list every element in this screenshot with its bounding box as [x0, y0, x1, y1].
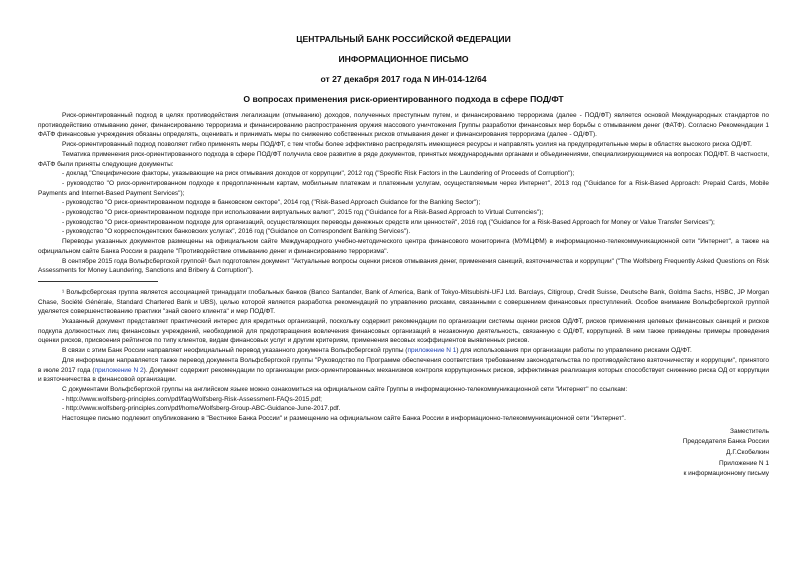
- url-2: - http://www.wolfsberg-principles.com/pdf/home/Wolfsberg-Group-ABC-Guidance-June-2017.pdf.: [62, 405, 341, 413]
- list-item: - руководство "О риск-ориентированном подходе при использовании виртуальных валют", 2015 год ("Guidance for a Risk-Based Approach to Virtual Currencies");: [62, 209, 544, 217]
- paragraph-1: Риск-ориентированный подход в целях противодействия легализации (отмыванию) доходов, полученных преступным путем, и финансированию терроризма (далее - ПОД/ФТ) является основой Международных стандартов по противодействию отмыванию денег, финансированию терроризма и финансированию распространения оружия массового уничтожения Группы разработки финансовых мер борьбы с отмыванием денег (ФАТФ). Согласно Рекомендации 1 ФАТФ финансовые учреждения обязаны определять, оценивать и принимать меры по снижению собственных рисков отмывания денег и финансирования терроризма (далее - ОД/ФТ).: [38, 112, 769, 139]
- paragraph-7-text-b: ) для использования при организации работы по управлению рисками ОД/ФТ.: [456, 347, 692, 355]
- appendix-2-link[interactable]: приложение N 2: [94, 366, 144, 374]
- doc-date-number: от 27 декабря 2017 года N ИН-014-12/64: [320, 74, 487, 84]
- signature-name: Д.Г.Скобелкин: [726, 448, 769, 456]
- paragraph-6: Указанный документ представляет практический интерес для кредитных организаций, поскольку содержит рекомендации по организации системы оценки рисков ОД/ФТ, рисков применения целевых финансовых санкций и рисков подкупа должностных лиц финансовых учреждений, необходимой для предотвращения вовлечения финансовых организаций в незаконную деятельность, связанную с ОД/ФТ, коррупцией. В нем также приведены примеры проведения оценки рисков, присвоения рейтингов по типу клиентов, видам финансовых услуг и другим критериям, применения весовых коэффициентов выявленных рисков.: [38, 318, 769, 345]
- doc-type: ИНФОРМАЦИОННОЕ ПИСЬМО: [338, 54, 469, 64]
- doc-subject: О вопросах применения риск-ориентированного подхода в сфере ПОД/ФТ: [243, 94, 564, 104]
- list-item: - руководство "О риск-ориентированном подходе в банковском секторе", 2014 год ("Risk-Based Approach Guidance for the Banking Sector");: [62, 199, 481, 207]
- footnote: ¹ Вольфсбергская группа является ассоциацией тринадцати глобальных банков (Banco Santander, Bank of America, Bank of Tokyo-Mitsubishi-UFJ Ltd. Barclays, Citigroup, Credit Suisse, Deutsche Bank, Goldma Sachs, HSBC, JP Morgan Chase, Société Générale, Standard Chartered Bank и UBS), целью которой является разработка рекомендаций по управлению рисками, связанными с совершением финансовых преступлений. Особое внимание Вольфсбергской группой уделяется совершенствованию практики "знай своего клиента" и мер ПОД/ФТ.: [38, 288, 769, 316]
- appendix-subheading: к информационному письму: [683, 470, 769, 478]
- list-item: - руководство "О корреспондентских банковских услугах", 2016 год ("Guidance on Correspondent Banking Services").: [62, 228, 411, 236]
- list-item: - доклад "Специфические факторы, указывающие на риск отмывания доходов от коррупции", 2012 год ("Specific Risk Factors in the Laundering of Proceeds of Corruption");: [62, 170, 575, 178]
- url-1: - http://www.wolfsberg-principles.com/pdf/faq/Wolfsberg-Risk-Assessment-FAQs-2015.pdf;: [62, 395, 322, 403]
- appendix-heading: Приложение N 1: [718, 459, 769, 467]
- signature-title-1: Заместитель: [730, 427, 769, 435]
- paragraph-3: Тематика применения риск-ориентированного подхода в сфере ПОД/ФТ получила свое развитие в ряде документов, принятых международными органами и объединениями, специализирующимися на вопросах ПОД/ФТ. В частности, ФАТФ были приняты следующие документы:: [38, 150, 769, 168]
- paragraph-7: [38, 346, 769, 356]
- list-item: - руководство "О риск-ориентированном подходе для организаций, осуществляющих переводы денежных средств или ценностей", 2016 год ("Guidance for a Risk-Based Approach for Money or Value Transfer Services");: [62, 218, 715, 226]
- paragraph-5: В сентябре 2015 года Вольфсбергской группой¹ был подготовлен документ "Актуальные вопросы оценки рисков отмывания денег, применения санкций, взяточничества и коррупции" ("The Wolfsberg Frequently Asked Questions on Risk Assessments for Money Laundering, Sanctions and Bribery & Corruption").: [38, 257, 769, 275]
- paragraph-2: Риск-ориентированный подход позволяет гибко применять меры ПОД/ФТ, с тем чтобы более эффективно распределять имеющиеся ресурсы и направлять усилия на предупредительные меры в областях высокого риска ОД/ФТ.: [62, 141, 752, 149]
- paragraph-8-text-b: ). Документ содержит рекомендации по организации риск-ориентированных механизмов контроля коррупционных рисков, эффективная реализация которых способствует снижению риска ОД от коррупции и взяточничества в финансовой организации.: [38, 366, 769, 384]
- paragraph-8: [38, 356, 769, 385]
- paragraph-7-text-a: В связи с этим Банк России направляет неофициальный перевод указанного документа Вольфсбергской группы (: [62, 347, 408, 355]
- paragraph-10: Настоящее письмо подлежит опубликованию в "Вестнике Банка России" и размещению на официальном сайте Банка России в информационно-телекоммуникационной сети "Интернет".: [62, 415, 626, 423]
- paragraph-9: С документами Вольфсбергской группы на английском языке можно ознакомиться на официальном сайте Группы в информационно-телекоммуникационной сети "Интернет" по ссылкам:: [62, 385, 628, 393]
- signature-title-2: Председателя Банка России: [682, 438, 769, 446]
- appendix-1-link[interactable]: приложение N 1: [407, 347, 457, 355]
- footnote-divider: [38, 281, 158, 282]
- org-title: ЦЕНТРАЛЬНЫЙ БАНК РОССИЙСКОЙ ФЕДЕРАЦИИ: [296, 34, 511, 44]
- list-item: - руководство "О риск-ориентированном подходе к предоплаченным картам, мобильным платежам и платежным услугам, осуществляемым через Интернет", 2013 год ("Guidance for a Risk-Based Approach: Prepaid Cards, Mobile Payments and Internet-Based Payment Services");: [38, 179, 769, 197]
- paragraph-4: Переводы указанных документов размещены на официальном сайте Международного учебно-методического центра финансового мониторинга (МУМЦФМ) в информационно-телекоммуникационной сети "Интернет", а также на официальном сайте Банка России в разделе "Противодействие отмыванию денег и финансированию терроризма".: [38, 238, 769, 255]
- paragraph-8-text-a: Для информации направляется также перевод документа Вольфсбергской группы "Руководство по Программе обеспечения соответствия требованиям законодательства по противодействию взяточничеству и коррупции", принятого в июле 2017 года (: [38, 356, 769, 374]
